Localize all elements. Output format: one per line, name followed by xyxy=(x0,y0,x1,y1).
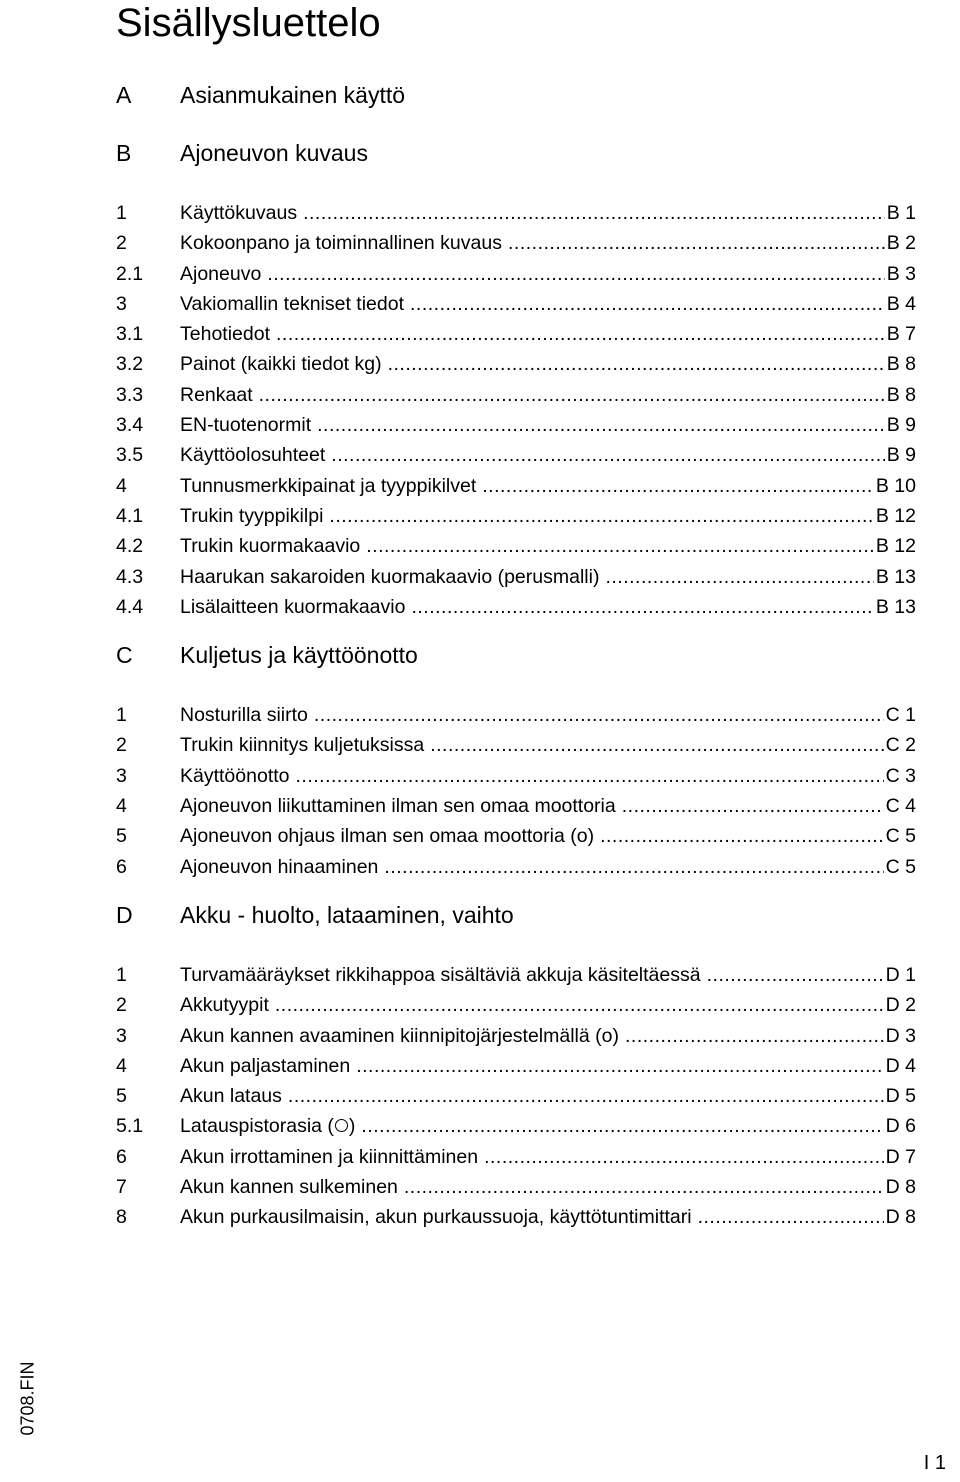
entry-page-ref: D 3 xyxy=(885,1024,916,1047)
entry-page-ref: B 1 xyxy=(886,202,916,224)
dot-leader xyxy=(267,259,884,289)
toc-entry[interactable] xyxy=(116,1142,916,1172)
entry-number: 8 xyxy=(116,1206,127,1229)
toc-entry[interactable] xyxy=(116,1111,916,1141)
entry-title: Kokoonpano ja toiminnallinen kuvaus xyxy=(180,232,502,255)
entry-page-ref: C 3 xyxy=(885,764,916,787)
entry-page-ref: D 8 xyxy=(885,1176,916,1199)
entry-number: 2 xyxy=(116,994,127,1017)
toc-entry[interactable] xyxy=(116,791,916,821)
entry-page-ref: C 2 xyxy=(885,734,916,757)
toc-entry[interactable] xyxy=(116,501,916,531)
dot-leader xyxy=(296,761,884,791)
toc-entry[interactable] xyxy=(116,349,916,379)
dot-leader xyxy=(388,349,885,379)
dot-leader xyxy=(508,228,885,258)
toc-entry[interactable] xyxy=(116,1021,916,1051)
entry-number: 2.1 xyxy=(116,262,144,285)
entry-number: 3 xyxy=(116,292,127,315)
entry-number: 3.3 xyxy=(116,383,144,406)
section-b-heading xyxy=(116,140,916,170)
toc-entry[interactable] xyxy=(116,1172,916,1202)
entry-title: EN-tuotenormit xyxy=(180,414,312,437)
section-title: Asianmukainen käyttö xyxy=(180,82,406,108)
entry-page-ref: C 4 xyxy=(885,795,916,818)
entry-title xyxy=(180,1111,355,1141)
dot-leader xyxy=(605,562,873,592)
page-number: I 1 xyxy=(923,1452,946,1474)
entry-title: Akun kannen avaaminen kiinnipitojärjestelmällä (o) xyxy=(180,1024,619,1047)
toc-entry[interactable] xyxy=(116,198,916,228)
entry-page-ref: B 13 xyxy=(875,565,916,588)
entry-number: 5.1 xyxy=(116,1115,144,1138)
toc-entry[interactable] xyxy=(116,761,916,791)
dot-leader xyxy=(356,1051,883,1081)
entry-number: 3.1 xyxy=(116,323,144,346)
entry-page-ref: D 8 xyxy=(885,1206,916,1229)
entry-number: 3.2 xyxy=(116,353,144,376)
entry-number: 4.3 xyxy=(116,565,144,588)
section-d-heading xyxy=(116,902,916,932)
toc-entry[interactable] xyxy=(116,319,916,349)
toc-entry[interactable] xyxy=(116,592,916,622)
entry-title: Vakiomallin tekniset tiedot xyxy=(180,292,405,315)
entry-title: Akun lataus xyxy=(180,1085,282,1108)
dot-leader xyxy=(331,440,884,470)
entry-page-ref: C 1 xyxy=(885,704,916,727)
section-title: Akku - huolto, lataaminen, vaihto xyxy=(180,901,514,928)
dot-leader xyxy=(303,198,885,228)
entry-page-ref: D 6 xyxy=(885,1115,916,1138)
toc-entry[interactable] xyxy=(116,730,916,760)
section-d-entries xyxy=(116,960,916,1233)
entry-title: Käyttöolosuhteet xyxy=(180,444,326,467)
entry-title: Painot (kaikki tiedot kg) xyxy=(180,353,382,376)
toc-entry[interactable] xyxy=(116,228,916,258)
entry-number: 3 xyxy=(116,1024,127,1047)
table-of-contents xyxy=(116,82,916,1253)
dot-leader xyxy=(698,1202,884,1232)
entry-number: 6 xyxy=(116,855,127,878)
entry-number: 6 xyxy=(116,1145,127,1168)
document-code: 0708.FIN xyxy=(17,1361,38,1436)
entry-number: 3.5 xyxy=(116,444,144,467)
entry-page-ref: B 9 xyxy=(886,414,916,437)
entry-title-part: ) xyxy=(348,1115,356,1138)
entry-page-ref: B 10 xyxy=(875,474,916,497)
entry-title: Akun paljastaminen xyxy=(180,1054,351,1077)
entry-title: Ajoneuvon ohjaus ilman sen omaa moottoria (o) xyxy=(180,825,595,848)
toc-entry[interactable] xyxy=(116,440,916,470)
dot-leader xyxy=(484,1142,884,1172)
entry-title: Tehotiedot xyxy=(180,323,270,346)
section-title: Kuljetus ja käyttöönotto xyxy=(180,642,418,669)
entry-title: Trukin kiinnitys kuljetuksissa xyxy=(180,734,425,757)
entry-title: Käyttöönotto xyxy=(180,764,290,787)
entry-number: 4 xyxy=(116,795,127,818)
toc-entry[interactable] xyxy=(116,1051,916,1081)
entry-title: Nosturilla siirto xyxy=(180,704,308,727)
entry-title: Lisälaitteen kuormakaavio xyxy=(180,595,406,618)
dot-leader xyxy=(288,1081,884,1111)
dot-leader xyxy=(600,821,884,851)
section-letter: D xyxy=(116,901,133,928)
entry-title: Trukin tyyppikilpi xyxy=(180,504,324,527)
entry-title: Käyttökuvaus xyxy=(180,202,298,224)
toc-entry[interactable] xyxy=(116,471,916,501)
section-c-heading xyxy=(116,642,916,672)
entry-title: Trukin kuormakaavio xyxy=(180,535,361,558)
dot-leader xyxy=(410,289,885,319)
entry-number: 4 xyxy=(116,474,127,497)
entry-page-ref: D 7 xyxy=(885,1145,916,1168)
toc-entry[interactable] xyxy=(116,700,916,730)
dot-leader xyxy=(411,592,873,622)
dot-leader xyxy=(361,1111,883,1141)
entry-page-ref: B 7 xyxy=(886,323,916,346)
entry-title: Ajoneuvo xyxy=(180,262,262,285)
entry-number: 5 xyxy=(116,825,127,848)
entry-page-ref: B 13 xyxy=(875,595,916,618)
entry-number: 4.1 xyxy=(116,504,144,527)
toc-entry[interactable] xyxy=(116,821,916,851)
entry-page-ref: B 8 xyxy=(886,383,916,406)
entry-title: Ajoneuvon hinaaminen xyxy=(180,855,379,878)
entry-title: Tunnusmerkkipainat ja tyyppikilvet xyxy=(180,474,477,497)
dot-leader xyxy=(314,700,884,730)
dot-leader xyxy=(329,501,873,531)
section-a-heading xyxy=(116,82,916,112)
dot-leader xyxy=(404,1172,884,1202)
entry-number: 2 xyxy=(116,734,127,757)
entry-number: 7 xyxy=(116,1176,127,1199)
entry-page-ref: D 4 xyxy=(885,1054,916,1077)
entry-page-ref: C 5 xyxy=(885,855,916,878)
entry-title: Renkaat xyxy=(180,383,253,406)
dot-leader xyxy=(317,410,885,440)
entry-number: 3 xyxy=(116,764,127,787)
entry-title: Akun irrottaminen ja kiinnittäminen xyxy=(180,1145,479,1168)
entry-page-ref: B 9 xyxy=(886,444,916,467)
entry-number: 1 xyxy=(116,704,127,727)
toc-entry[interactable] xyxy=(116,410,916,440)
dot-leader xyxy=(622,791,884,821)
entry-page-ref: B 4 xyxy=(886,292,916,315)
toc-entry[interactable] xyxy=(116,852,916,882)
toc-entry[interactable] xyxy=(116,960,916,990)
toc-entry[interactable] xyxy=(116,289,916,319)
entry-page-ref: D 5 xyxy=(885,1085,916,1108)
dot-leader xyxy=(482,471,874,501)
toc-entry[interactable] xyxy=(116,562,916,592)
section-letter: C xyxy=(116,642,133,669)
entry-number: 3.4 xyxy=(116,414,144,437)
entry-number: 4.4 xyxy=(116,595,144,618)
toc-entry[interactable] xyxy=(116,1202,916,1232)
dot-leader xyxy=(259,380,885,410)
toc-entry[interactable] xyxy=(116,1081,916,1111)
toc-entry[interactable] xyxy=(116,531,916,561)
entry-number: 2 xyxy=(116,232,127,255)
entry-page-ref: B 12 xyxy=(875,504,916,527)
entry-number: 5 xyxy=(116,1085,127,1108)
toc-entry[interactable] xyxy=(116,380,916,410)
dot-leader xyxy=(625,1021,884,1051)
dot-leader xyxy=(707,960,884,990)
entry-title: Akun purkausilmaisin, akun purkaussuoja, käyttötuntimittari xyxy=(180,1206,692,1229)
entry-page-ref: B 8 xyxy=(886,353,916,376)
entry-title-part: Latauspistorasia ( xyxy=(180,1115,334,1138)
entry-number: 1 xyxy=(116,202,127,224)
entry-title: Akkutyypit xyxy=(180,994,269,1017)
dot-leader xyxy=(430,730,883,760)
section-letter: A xyxy=(116,82,132,108)
toc-entry[interactable] xyxy=(116,259,916,289)
option-circle-icon xyxy=(335,1119,348,1132)
entry-page-ref: B 2 xyxy=(886,232,916,255)
entry-page-ref: B 12 xyxy=(875,535,916,558)
entry-title: Turvamääräykset rikkihappoa sisältäviä akkuja käsiteltäessä xyxy=(180,963,701,986)
entry-title: Akun kannen sulkeminen xyxy=(180,1176,398,1199)
entry-page-ref: B 3 xyxy=(886,262,916,285)
entry-number: 4 xyxy=(116,1054,127,1077)
entry-number: 4.2 xyxy=(116,535,144,558)
section-c-entries xyxy=(116,700,916,882)
section-title: Ajoneuvon kuvaus xyxy=(180,140,368,166)
entry-title: Haarukan sakaroiden kuormakaavio (perusmalli) xyxy=(180,565,600,588)
page-title: Sisällysluettelo xyxy=(116,1,381,45)
entry-title: Ajoneuvon liikuttaminen ilman sen omaa moottoria xyxy=(180,795,616,818)
dot-leader xyxy=(276,319,885,349)
dot-leader xyxy=(275,990,884,1020)
entry-number: 1 xyxy=(116,963,127,986)
section-b-entries xyxy=(116,198,916,622)
toc-entry[interactable] xyxy=(116,990,916,1020)
entry-page-ref: D 1 xyxy=(885,963,916,986)
section-letter: B xyxy=(116,140,132,166)
dot-leader xyxy=(366,531,874,561)
dot-leader xyxy=(384,852,883,882)
entry-page-ref: C 5 xyxy=(885,825,916,848)
entry-page-ref: D 2 xyxy=(885,994,916,1017)
